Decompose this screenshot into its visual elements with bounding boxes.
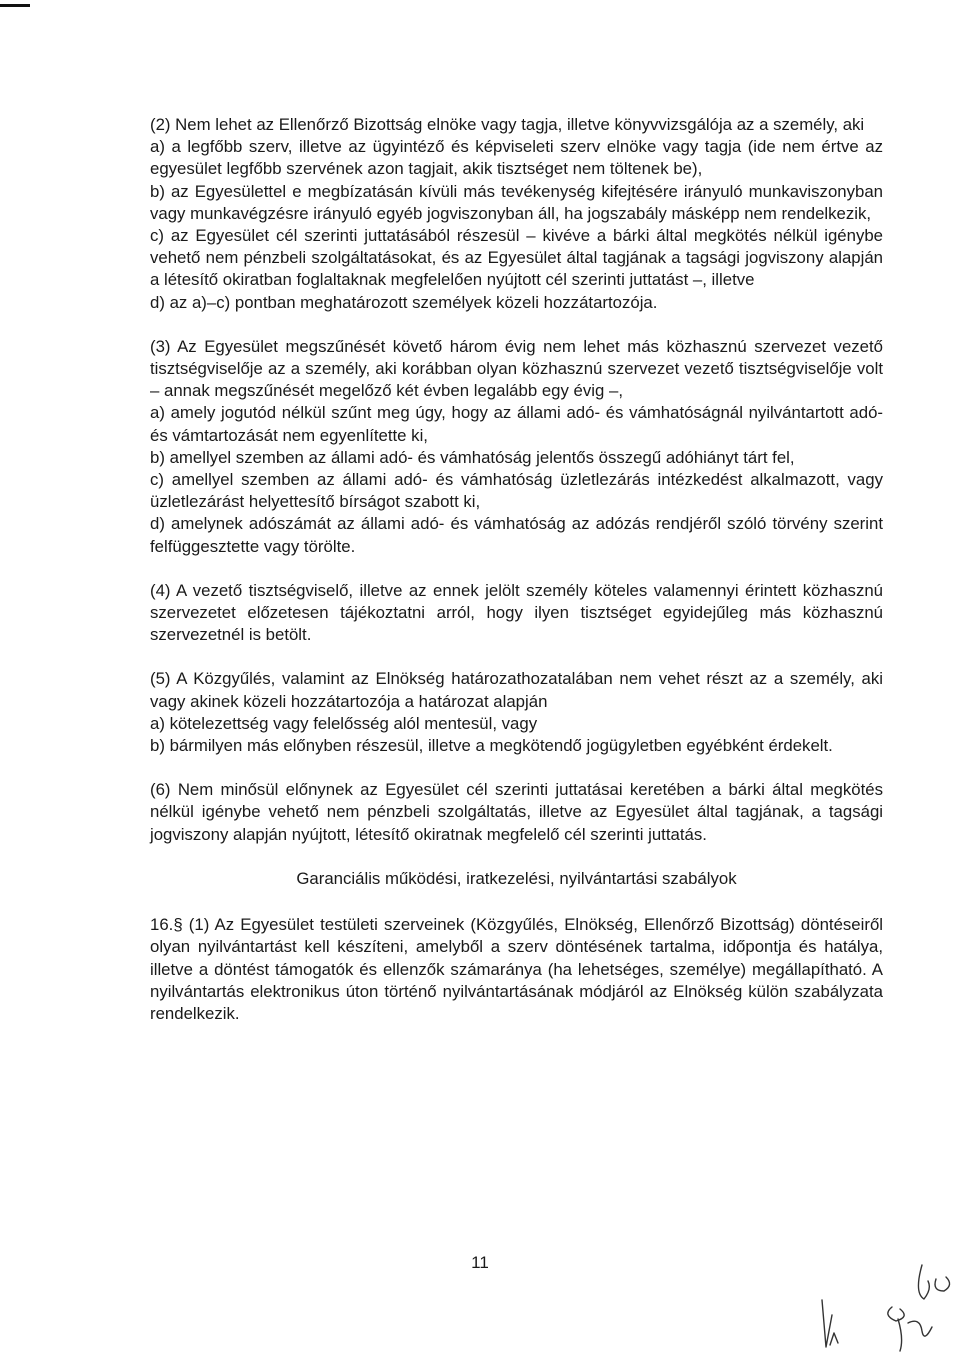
paragraph-6 (150, 779, 883, 846)
paragraph-6-text: (6) Nem minősül előnynek az Egyesület cél szerinti juttatásai keretében a bárki által megkötés nélkül igénybe vehető nem pénzbeli szolgáltatás, illetve az Egyesület által tagjának, a tagsági jogviszony alapján nyújtott, létesítő okiratnak megfelelő cél szerinti juttatás. (150, 780, 883, 844)
paragraph-2-intro: (2) Nem lehet az Ellenőrző Bizottság elnöke vagy tagja, illetve könyvvizsgálója az a személy, aki (150, 115, 865, 134)
paragraph-2-point-b: b) az Egyesülettel e megbízatásán kívüli más tevékenység kifejtésére irányuló munkaviszonyban vagy munkavégzésre irányuló egyéb jogviszonyban áll, ha jogszabály másképp nem rendelkezik, (150, 181, 883, 223)
document-page (150, 114, 883, 1047)
paragraph-3-intro: (3) Az Egyesület megszűnését követő három évig nem lehet más közhasznú szervezet vezető tisztségviselője az a személy, aki korábban olyan közhasznú szervezet vezető tisztségviselője volt – annak megszűnését megelőző két évben legalább egy évig –, (150, 336, 883, 401)
paragraph-4 (150, 580, 883, 647)
paragraph-3-point-a: a) amely jogutód nélkül szűnt meg úgy, hogy az állami adó- és vámhatóságnál nyilvántartott adó- és vámtartozását nem egyenlítette ki, (150, 403, 883, 445)
paragraph-5-point-b: b) bármilyen más előnyben részesül, illetve a megkötendő jogügyletben egyébként érdekelt. (150, 736, 833, 756)
paragraph-2-point-c: c) az Egyesület cél szerinti juttatásából részesül – kivéve a bárki által megkötés nélkül igénybe vehető nem pénzbeli szolgáltatásokat, és az Egyesület által tagjának a tagsági jogviszony alapján a létesítő okiratban foglaltaknak megfelelően nyújtott cél szerinti juttatást –, illetve (150, 226, 883, 290)
scan-edge-mark (0, 4, 30, 7)
handwritten-initials (812, 1255, 960, 1355)
paragraph-5 (150, 668, 883, 757)
paragraph-5-point-a: a) kötelezettség vagy felelősség alól mentesül, vagy (150, 713, 538, 733)
paragraph-3 (150, 336, 883, 558)
page-number: 11 (471, 1253, 489, 1272)
paragraph-2-point-d: d) az a)–c) pontban meghatározott személyek közeli hozzátartozója. (150, 292, 658, 312)
paragraph-3-point-b: b) amellyel szemben az állami adó- és vámhatóság jelentős összegű adóhiányt tárt fel, (150, 447, 795, 467)
paragraph-3-point-d: d) amelynek adószámát az állami adó- és vámhatóság az adózás rendjéről szóló törvény szerint felfüggesztette vagy törölte. (150, 514, 883, 556)
paragraph-2 (150, 114, 883, 314)
paragraph-3-point-c: c) amellyel szemben az állami adó- és vámhatóság üzletlezárás intézkedést alkalmazott, vagy üzletlezárást helyettesítő bírságot szabott ki, (150, 470, 883, 512)
section-heading: Garanciális működési, iratkezelési, nyilvántartási szabályok (296, 868, 737, 888)
paragraph-4-text: (4) A vezető tisztségviselő, illetve az ennek jelölt személy köteles valamennyi érintett közhasznú szervezetet előzetesen tájékoztatni arról, hogy ilyen tisztséget egyidejűleg más közhasznú szervezetnél is betölt. (150, 580, 883, 645)
paragraph-5-intro: (5) A Közgyűlés, valamint az Elnökség határozathozatalában nem vehet részt az a személy, aki vagy akinek közeli hozzátartozója a határozat alapján (150, 669, 883, 711)
paragraph-2-point-a: a) a legfőbb szerv, illetve az ügyintéző és képviseleti szerv elnöke vagy tagja (ide nem értve az egyesület legfőbb szervének azon tagjait, akik tisztséget nem töltenek be), (150, 137, 883, 179)
section-16-paragraph: 16.§ (1) Az Egyesület testületi szerveinek (Közgyűlés, Elnökség, Ellenőrző Bizottság) döntéseiről olyan nyilvántartást kell készíteni, amelyből a szerv döntésének tartalma, időpontja és hatálya, illetve a döntést támogatók és ellenzők számaránya (ha lehetséges, személye) megállapítható. A nyilvántartás elektronikus úton történő nyilvántartásának módjáról az Elnökség külön szabályzata rendelkezik. (150, 915, 883, 1023)
